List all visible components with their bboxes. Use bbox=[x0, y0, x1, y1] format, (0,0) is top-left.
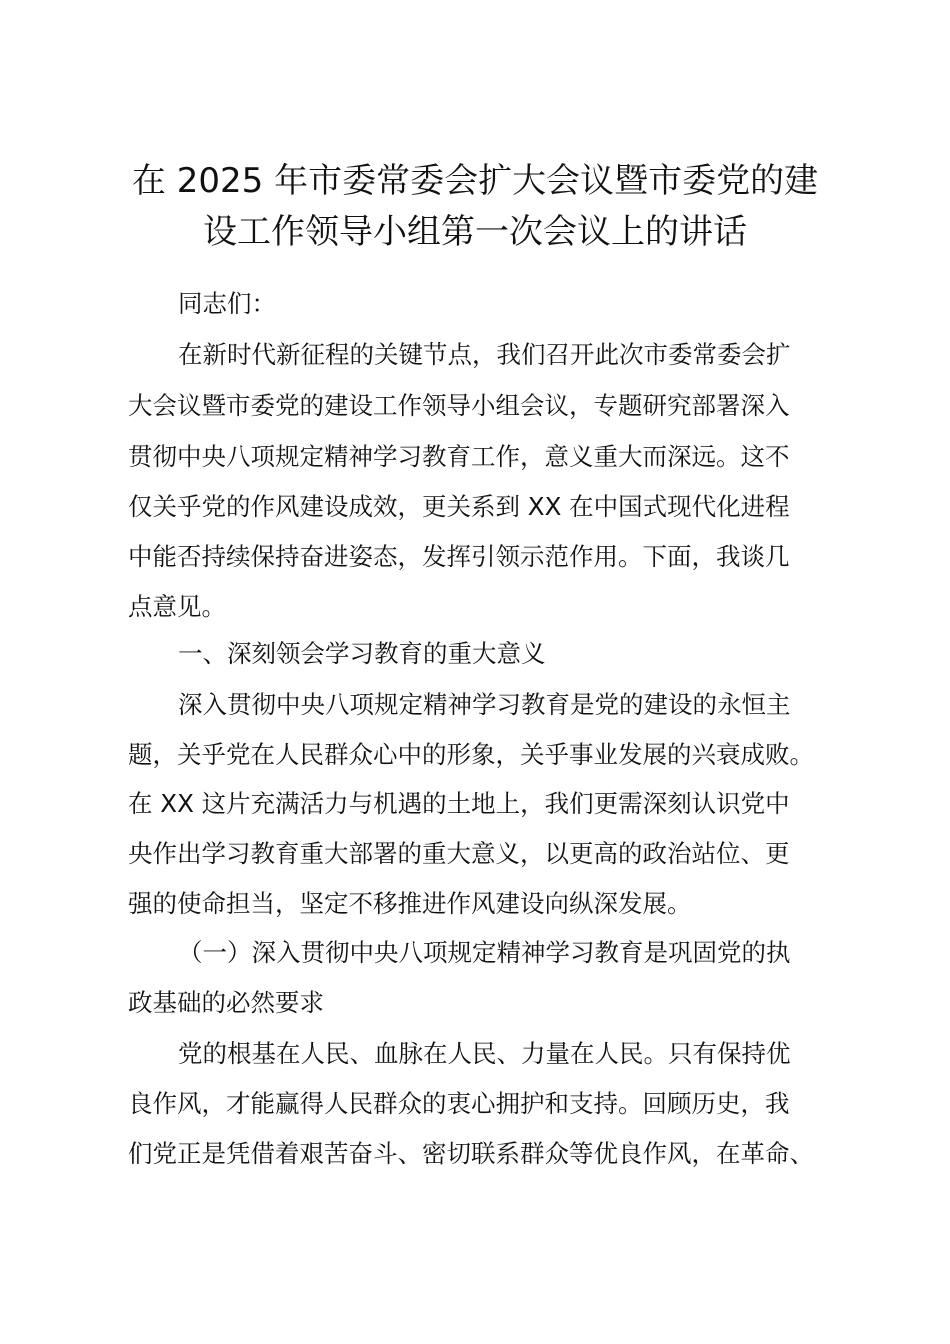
subsection-heading-line: 政基础的必然要求 bbox=[128, 988, 324, 1017]
paragraph-line: 中能否持续保持奋进姿态，发挥引领示范作用。下面，我谈几 bbox=[128, 542, 790, 571]
paragraph-line: 央作出学习教育重大部署的重大意义，以更高的政治站位、更 bbox=[128, 839, 790, 868]
paragraph-line: 仅关乎党的作风建设成效，更关系到 XX 在中国式现代化进程 bbox=[128, 492, 790, 521]
paragraph-line: 大会议暨市委党的建设工作领导小组会议，专题研究部署深入 bbox=[128, 391, 790, 420]
paragraph-line: 们党正是凭借着艰苦奋斗、密切联系群众等优良作风，在革命、 bbox=[128, 1139, 814, 1168]
document-title-line-1: 在 2025 年市委常委会扩大会议暨市委党的建 bbox=[131, 161, 819, 201]
paragraph-line: 在新时代新征程的关键节点，我们召开此次市委常委会扩 bbox=[178, 340, 791, 369]
paragraph-line: 党的根基在人民、血脉在人民、力量在人民。只有保持优 bbox=[178, 1039, 791, 1068]
paragraph-line: 强的使命担当，坚定不移推进作风建设向纵深发展。 bbox=[128, 889, 692, 918]
paragraph-line: 深入贯彻中央八项规定精神学习教育是党的建设的永恒主 bbox=[178, 690, 791, 719]
paragraph-line: 在 XX 这片充满活力与机遇的土地上，我们更需深刻认识党中 bbox=[128, 789, 790, 818]
section-heading: 一、深刻领会学习教育的重大意义 bbox=[178, 639, 546, 668]
paragraph-line: 点意见。 bbox=[128, 592, 226, 621]
salutation: 同志们： bbox=[178, 289, 276, 318]
paragraph-line: 贯彻中央八项规定精神学习教育工作，意义重大而深远。这不 bbox=[128, 442, 790, 471]
document-title-line-2: 设工作领导小组第一次会议上的讲话 bbox=[203, 212, 747, 252]
paragraph-line: 良作风，才能赢得人民群众的衷心拥护和支持。回顾历史，我 bbox=[128, 1089, 790, 1118]
subsection-heading-line: （一）深入贯彻中央八项规定精神学习教育是巩固党的执 bbox=[178, 938, 791, 967]
paragraph-line: 题，关乎党在人民群众心中的形象，关乎事业发展的兴衰成败。 bbox=[128, 740, 814, 769]
